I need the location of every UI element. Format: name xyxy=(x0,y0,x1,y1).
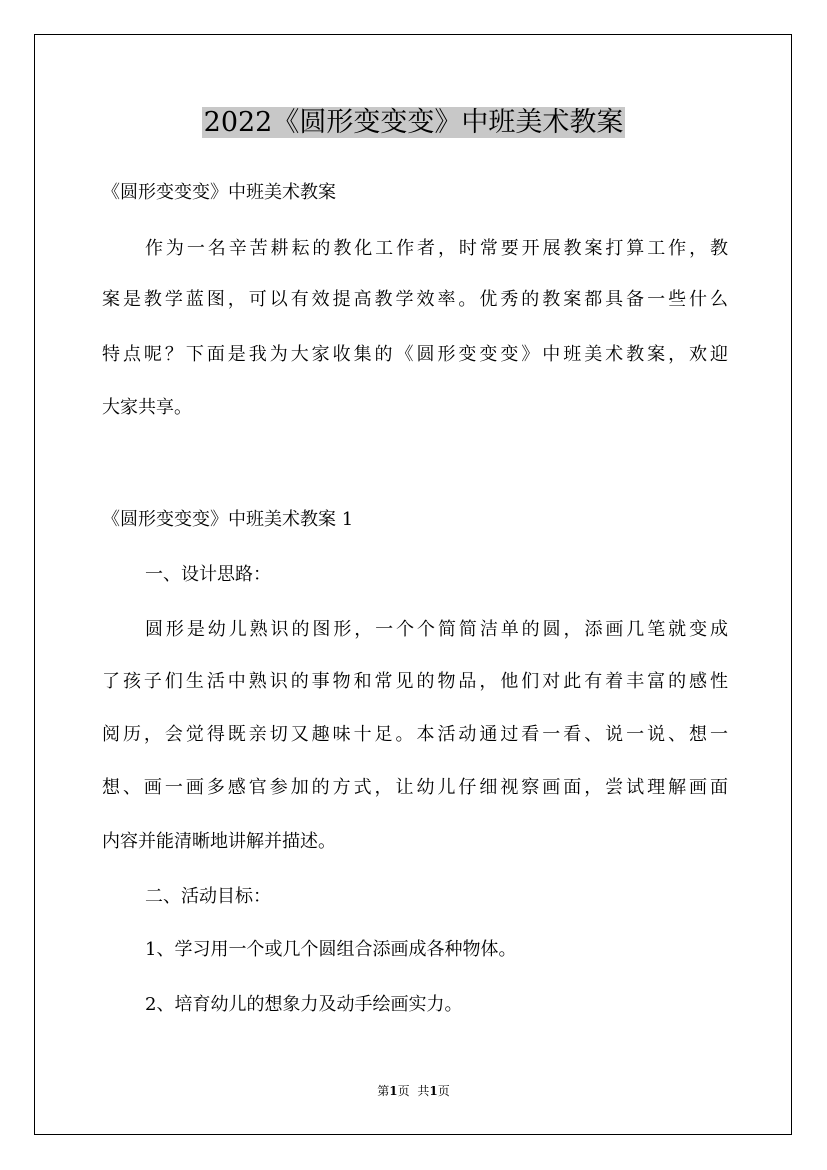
section-subheading: 一、设计思路： xyxy=(145,564,271,585)
current-page-number: 1 xyxy=(389,1084,398,1098)
total-pages-number: 1 xyxy=(429,1084,438,1098)
paragraph-line: 阅历，会觉得既亲切又趣味十足。本活动通过看一看、说一说、想一 xyxy=(102,724,728,745)
paragraph-line: 了孩子们生活中熟识的事物和常见的物品，他们对此有着丰富的感性 xyxy=(102,671,728,692)
paragraph-line: 特点呢？下面是我为大家收集的《圆形变变变》中班美术教案，欢迎 xyxy=(102,344,728,365)
list-item: 1、学习用一个或几个圆组合添画成各种物体。 xyxy=(145,939,517,960)
paragraph-line: 大家共享。 xyxy=(102,397,192,418)
paragraph-line: 圆形是幼儿熟识的图形，一个个简简洁单的圆，添画几笔就变成 xyxy=(145,619,728,640)
paragraph-line: 作为一名辛苦耕耘的教化工作者，时常要开展教案打算工作，教 xyxy=(145,238,728,259)
paragraph-line: 想、画一画多感官参加的方式，让幼儿仔细视察画面，尝试理解画面 xyxy=(102,777,728,798)
paragraph-line: 内容并能清晰地讲解并描述。 xyxy=(102,831,336,852)
subtitle-line: 《圆形变变变》中班美术教案 xyxy=(102,182,336,203)
list-item: 2、培育幼儿的想象力及动手绘画实力。 xyxy=(145,994,463,1015)
page-footer: 第1页 共1页 xyxy=(377,1084,450,1098)
section-subheading: 二、活动目标： xyxy=(145,886,271,907)
paragraph-line: 案是教学蓝图，可以有效提高教学效率。优秀的教案都具备一些什么 xyxy=(102,289,728,310)
section-heading: 《圆形变变变》中班美术教案 1 xyxy=(102,509,354,530)
document-title xyxy=(0,100,827,146)
document-title-text: 2022《圆形变变变》中班美术教案 xyxy=(203,107,624,138)
